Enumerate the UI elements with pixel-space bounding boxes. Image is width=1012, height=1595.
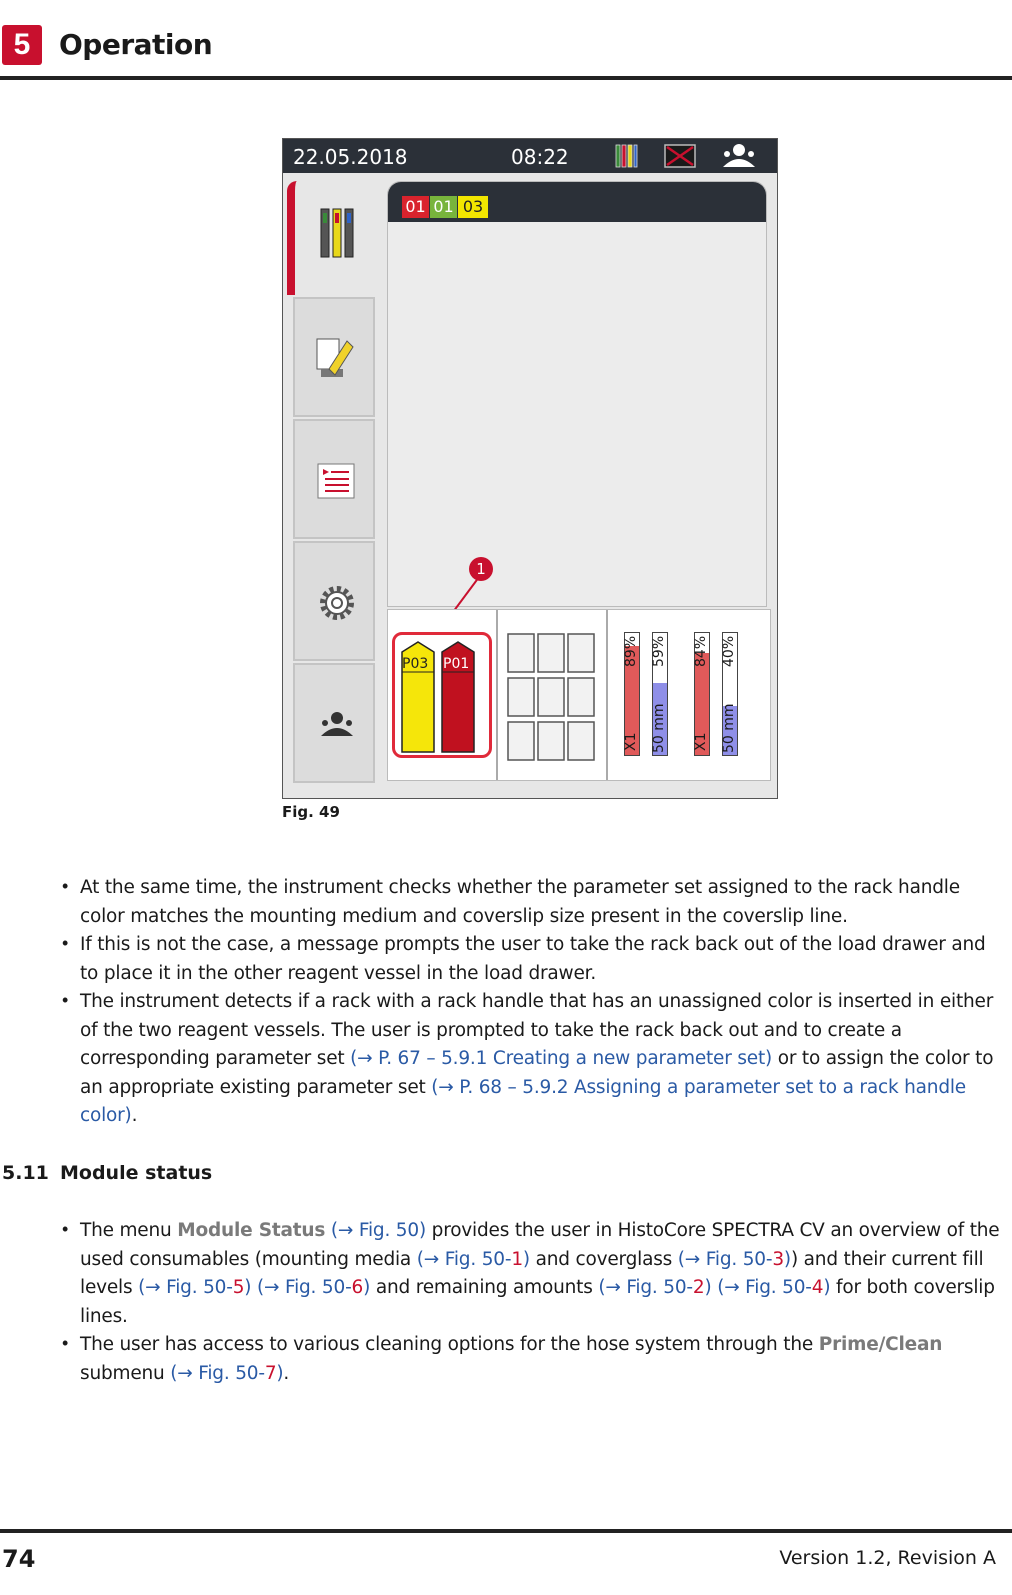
paragraph-unassigned: The instrument detects if a rack with a rack handle that has an unassigned color is inserted in either of the two reagent vessels. The user is prompted to take the rack back out and to create a corresponding parameter set (→ P. 67 – 5.9.1 Creating a new parameter set) or to assign the color to an appropriate existing parameter set (→ P. 68 – 5.9.2 Assigning a parameter set to a rack handle color). bbox=[80, 991, 994, 1127]
link-fig50-4[interactable]: (→ Fig. 50-4) bbox=[717, 1277, 831, 1299]
bullet-dot: • bbox=[62, 1333, 69, 1353]
no-connection-icon[interactable] bbox=[663, 141, 697, 171]
sidebar-item-user[interactable] bbox=[293, 663, 375, 783]
status-date: 22.05.2018 bbox=[293, 145, 408, 169]
chapter-title: Operation bbox=[59, 28, 213, 61]
link-create-parameter-set[interactable]: (→ P. 67 – 5.9.1 Creating a new parameter set) bbox=[350, 1048, 773, 1070]
user-icon bbox=[315, 709, 359, 739]
link-assign-parameter-set[interactable]: (→ P. 68 – 5.9.2 Assigning a parameter set to a rack handle color) bbox=[80, 1076, 966, 1127]
tag-red: 01 bbox=[402, 196, 429, 218]
main-panel bbox=[387, 181, 767, 607]
bullet-dot: • bbox=[62, 1219, 69, 1239]
header-rule bbox=[0, 76, 1012, 80]
sidebar-item-settings[interactable] bbox=[293, 541, 375, 661]
rack-icon bbox=[315, 203, 361, 263]
list-icon bbox=[315, 461, 357, 501]
paragraph-module-status: The menu Module Status (→ Fig. 50) provides the user in HistoCore SPECTRA CV an overview of the used consumables (mounting media (→ Fig. 50-1) and coverglass (→ Fig. 50-3)) and their current fill levels (→ Fig. 50-5) (→ Fig. 50-6) and remaining amounts (→ Fig. 50-2) (→ Fig. 50-4) for both coverslip lines. bbox=[80, 1220, 1000, 1327]
bullet-dot: • bbox=[62, 876, 69, 896]
vial-label-text: X1 bbox=[693, 732, 709, 751]
sidebar-item-racks[interactable] bbox=[287, 181, 375, 295]
version-label: Version 1.2, Revision A bbox=[779, 1547, 996, 1569]
vial-level-text: 89% bbox=[623, 635, 639, 667]
load-drawer-panel bbox=[387, 609, 771, 781]
vial-label-text: 50 mm bbox=[721, 703, 737, 753]
tag-yellow: 03 bbox=[458, 196, 488, 218]
vial-coverglass-1 bbox=[652, 632, 668, 756]
chapter-badge: 5 bbox=[2, 25, 42, 65]
vial-coverglass-2 bbox=[722, 632, 738, 756]
rack-status-icon[interactable] bbox=[613, 141, 639, 171]
sidebar-item-programs[interactable] bbox=[293, 419, 375, 539]
page-number: 74 bbox=[2, 1545, 36, 1573]
link-fig50-5[interactable]: (→ Fig. 50-5) bbox=[138, 1277, 252, 1299]
link-fig50-1[interactable]: (→ Fig. 50-1) bbox=[416, 1248, 530, 1270]
link-fig50-3[interactable]: (→ Fig. 50-3) bbox=[677, 1248, 791, 1270]
vial-label-text: 50 mm bbox=[651, 703, 667, 753]
menu-name-module-status: Module Status bbox=[177, 1220, 326, 1241]
link-fig50[interactable]: (→ Fig. 50) bbox=[325, 1220, 426, 1241]
tag-green: 01 bbox=[430, 196, 457, 218]
rack-label-p01: P01 bbox=[443, 656, 470, 672]
paragraph-prime-clean: The user has access to various cleaning options for the hose system through the Prime/Clean submenu (→ Fig. 50-7). bbox=[80, 1334, 943, 1384]
rack-label-p03: P03 bbox=[402, 656, 429, 672]
bullet-dot: • bbox=[62, 990, 69, 1010]
vial-level-text: 40% bbox=[721, 635, 737, 667]
vial-level-text: 59% bbox=[651, 635, 667, 667]
section-number: 5.11 bbox=[2, 1162, 49, 1184]
status-time: 08:22 bbox=[511, 145, 569, 169]
section-title: Module status bbox=[60, 1162, 213, 1184]
menu-name-prime-clean: Prime/Clean bbox=[818, 1334, 943, 1355]
sidebar-item-edit[interactable] bbox=[293, 297, 375, 417]
bullet-dot: • bbox=[62, 933, 69, 953]
vial-mounting-medium-1 bbox=[624, 632, 640, 756]
paragraph-message: If this is not the case, a message prompts the user to take the rack back out of the load drawer and to place it in the other reagent vessel in the load drawer. bbox=[80, 934, 986, 984]
footer-rule bbox=[0, 1529, 1012, 1533]
gear-icon bbox=[317, 583, 357, 623]
load-slots-grid bbox=[506, 632, 598, 762]
link-fig50-2[interactable]: (→ Fig. 50-2) bbox=[598, 1277, 712, 1299]
vial-level-text: 84% bbox=[693, 635, 709, 667]
instrument-screen bbox=[282, 138, 778, 799]
edit-icon bbox=[313, 333, 357, 381]
paragraph-check: At the same time, the instrument checks whether the parameter set assigned to the rack handle color matches the mounting medium and coverslip size present in the coverslip line. bbox=[80, 877, 960, 927]
user-icon[interactable] bbox=[717, 141, 761, 171]
link-fig50-6[interactable]: (→ Fig. 50-6) bbox=[256, 1277, 371, 1299]
callout-marker: 1 bbox=[469, 557, 493, 581]
figure-caption: Fig. 49 bbox=[282, 803, 340, 821]
link-fig50-7[interactable]: (→ Fig. 50-7) bbox=[170, 1362, 284, 1384]
status-bar bbox=[283, 139, 777, 173]
vial-mounting-medium-2 bbox=[694, 632, 710, 756]
vial-label-text: X1 bbox=[623, 732, 639, 751]
